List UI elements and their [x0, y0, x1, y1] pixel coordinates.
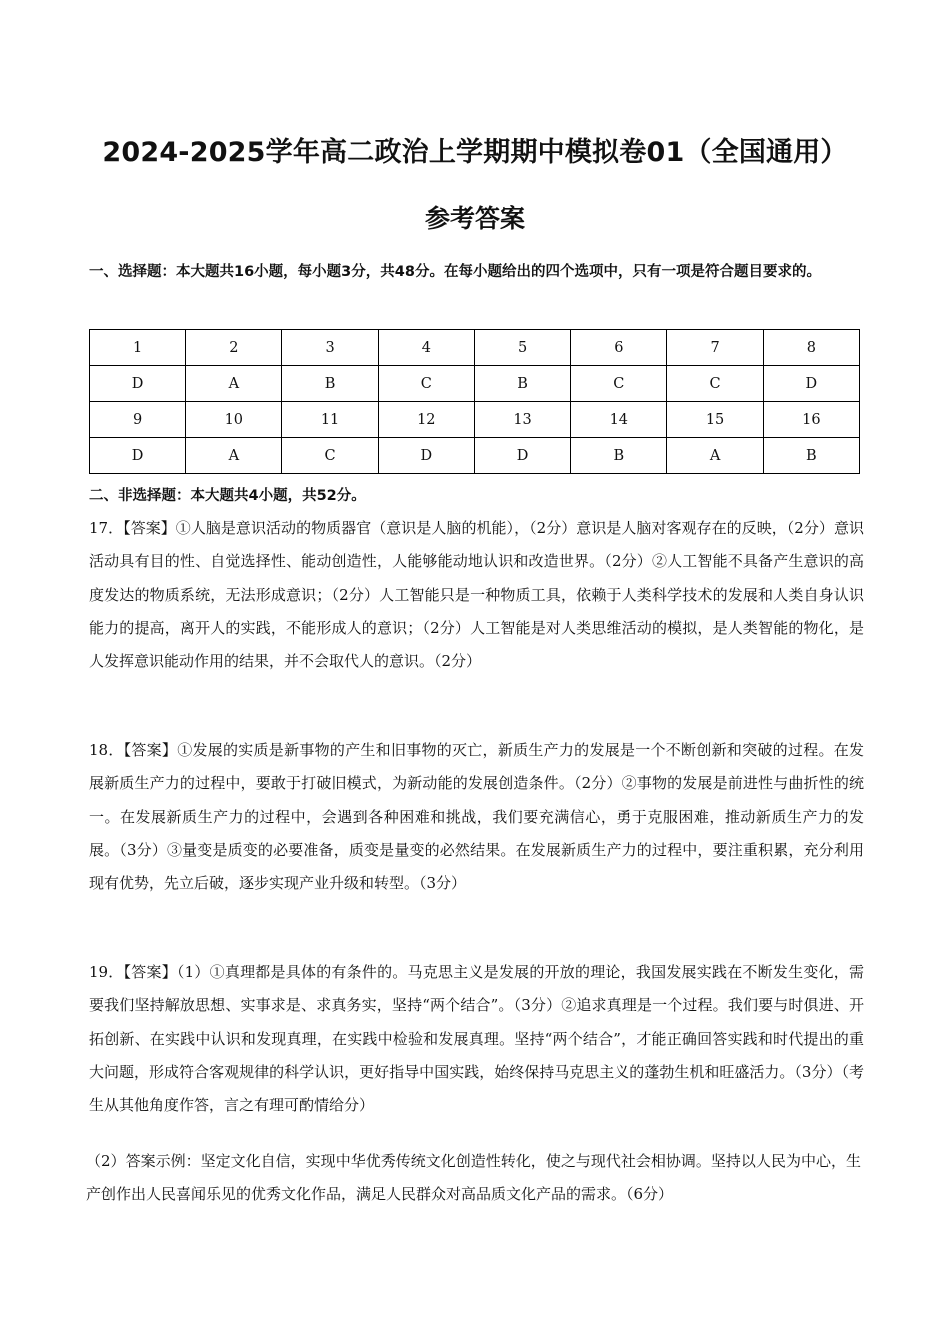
- table-cell: 2: [186, 330, 282, 366]
- table-cell: 13: [474, 402, 570, 438]
- table-cell: B: [763, 438, 859, 474]
- section-1-heading: 一、选择题：本大题共16小题，每小题3分，共48分。在每小题给出的四个选项中，只有一项是符合题目要求的。: [89, 264, 821, 280]
- table-row: [90, 438, 860, 474]
- table-cell: 15: [667, 402, 763, 438]
- table-cell: 10: [186, 402, 282, 438]
- table-cell: C: [667, 366, 763, 402]
- table-cell: 16: [763, 402, 859, 438]
- table-cell: D: [474, 438, 570, 474]
- table-cell: C: [571, 366, 667, 402]
- table-cell: A: [186, 438, 282, 474]
- table-cell: 3: [282, 330, 378, 366]
- table-cell: D: [763, 366, 859, 402]
- answer-17: 17．【答案】①人脑是意识活动的物质器官（意识是人脑的机能），（2分）意识是人脑对客观存在的反映，（2分）意识活动具有目的性、自觉选择性、能动创造性，人能够能动地认识和改造世界。（2分）②人工智能不具备产生意识的高度发达的物质系统，无法形成意识；（2分）人工智能只是一种物质工具，依赖于人类科学技术的发展和人类自身认识能力的提高，离开人的实践，不能形成人的意识；（2分）人工智能是对人类思维活动的模拟，是人类智能的物化，是人发挥意识能动作用的结果，并不会取代人的意识。（2分）: [89, 519, 864, 671]
- table-cell: 14: [571, 402, 667, 438]
- table-row: [90, 330, 860, 366]
- table-cell: D: [378, 438, 474, 474]
- table-cell: 7: [667, 330, 763, 366]
- table-cell: D: [90, 366, 186, 402]
- table-cell: A: [667, 438, 763, 474]
- answer-19-part-2: （2）答案示例：坚定文化自信，实现中华优秀传统文化创造性转化，使之与现代社会相协调。坚持以人民为中心，生产创作出人民喜闻乐见的优秀文化作品，满足人民群众对高品质文化产品的需求。（6分）: [86, 1152, 861, 1204]
- table-cell: B: [571, 438, 667, 474]
- table-cell: B: [282, 366, 378, 402]
- answer-table: [89, 329, 860, 474]
- table-cell: D: [90, 438, 186, 474]
- table-cell: 8: [763, 330, 859, 366]
- table-cell: 1: [90, 330, 186, 366]
- table-cell: B: [474, 366, 570, 402]
- table-cell: 4: [378, 330, 474, 366]
- document-subtitle: 参考答案: [424, 204, 525, 233]
- answer-19-part-1: 19．【答案】（1）①真理都是具体的有条件的。马克思主义是发展的开放的理论，我国发展实践在不断发生变化，需要我们坚持解放思想、实事求是、求真务实，坚持“两个结合”。（3分）②追求真理是一个过程。我们要与时俱进、开拓创新、在实践中认识和发现真理，在实践中检验和发展真理。坚持“两个结合”，才能正确回答实践和时代提出的重大问题，形成符合客观规律的科学认识，更好指导中国实践，始终保持马克思主义的蓬勃生机和旺盛活力。（3分）（考生从其他角度作答，言之有理可酌情给分）: [89, 963, 864, 1115]
- table-row: [90, 366, 860, 402]
- table-cell: 5: [474, 330, 570, 366]
- table-cell: 9: [90, 402, 186, 438]
- table-cell: 11: [282, 402, 378, 438]
- table-cell: C: [282, 438, 378, 474]
- answer-18: 18．【答案】①发展的实质是新事物的产生和旧事物的灭亡，新质生产力的发展是一个不断创新和突破的过程。在发展新质生产力的过程中，要敢于打破旧模式，为新动能的发展创造条件。（2分）②事物的发展是前进性与曲折性的统一。在发展新质生产力的过程中，会遇到各种困难和挑战，我们要充满信心，勇于克服困难，推动新质生产力的发展。（3分）③量变是质变的必要准备，质变是量变的必然结果。在发展新质生产力的过程中，要注重积累，充分利用现有优势，先立后破，逐步实现产业升级和转型。（3分）: [89, 741, 864, 893]
- table-cell: 6: [571, 330, 667, 366]
- document-title: 2024-2025学年高二政治上学期期中模拟卷01（全国通用）: [102, 137, 848, 168]
- table-cell: A: [186, 366, 282, 402]
- table-cell: 12: [378, 402, 474, 438]
- table-cell: C: [378, 366, 474, 402]
- table-row: [90, 402, 860, 438]
- section-2-heading: 二、非选择题：本大题共4小题，共52分。: [89, 488, 366, 504]
